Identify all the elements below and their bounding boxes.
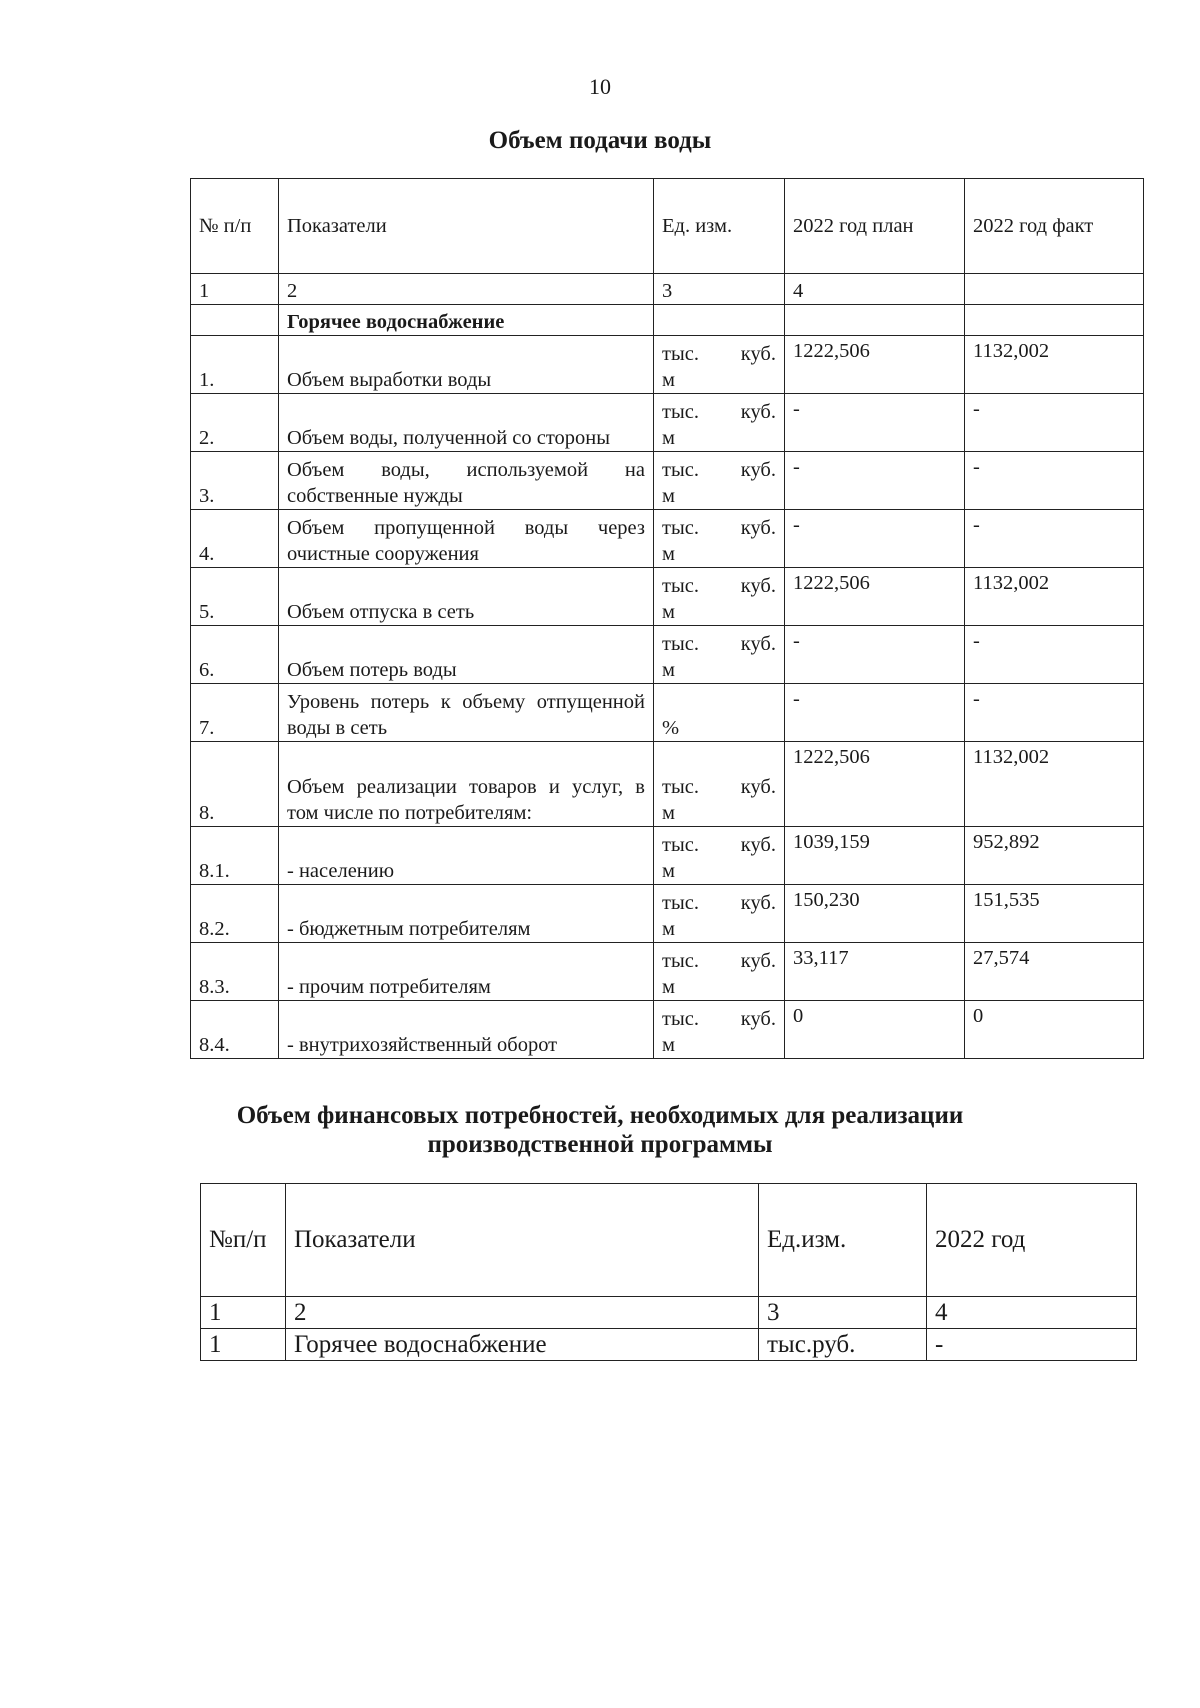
row-fact-value: 952,892	[965, 827, 1144, 885]
financial-needs-table	[200, 1183, 1137, 1361]
financial-needs-title-line-1: Объем финансовых потребностей, необходимых для реализации	[236, 1102, 964, 1129]
row-unit: тыс. куб. м	[654, 742, 785, 827]
row-indicator: Горячее водоснабжение	[286, 1329, 759, 1361]
page-number: 10	[589, 74, 611, 99]
row-fact-value: -	[965, 626, 1144, 684]
row-number: 8.4.	[191, 1001, 279, 1059]
header-cell-number: № п/п	[191, 179, 279, 274]
water-supply-title: Объем подачи воды	[488, 127, 712, 154]
row-number: 3.	[191, 452, 279, 510]
row-plan-value: -	[785, 626, 965, 684]
table-row	[191, 943, 1144, 1001]
row-plan-value: 1222,506	[785, 742, 965, 827]
row-indicator: Объем воды, используемой на собственные нужды	[279, 452, 654, 510]
row-fact-value: -	[965, 684, 1144, 742]
row-indicator: - бюджетным потребителям	[279, 885, 654, 943]
row-number: 6.	[191, 626, 279, 684]
row-fact-value: -	[965, 510, 1144, 568]
row-value: -	[927, 1329, 1137, 1361]
row-fact-value: 27,574	[965, 943, 1144, 1001]
row-fact-value: 1132,002	[965, 742, 1144, 827]
row-unit: тыс. куб. м	[654, 885, 785, 943]
table-row	[191, 742, 1144, 827]
row-indicator: Объем воды, полученной со стороны	[279, 394, 654, 452]
row-indicator: Объем потерь воды	[279, 626, 654, 684]
numbering-cell	[965, 274, 1144, 305]
row-plan-value: -	[785, 452, 965, 510]
row-plan-value: 1222,506	[785, 336, 965, 394]
row-number: 5.	[191, 568, 279, 626]
row-indicator: Объем пропущенной воды через очистные сооружения	[279, 510, 654, 568]
row-fact-value: 1132,002	[965, 336, 1144, 394]
table-row	[191, 885, 1144, 943]
header-cell-plan: 2022 год план	[785, 179, 965, 274]
table-row	[191, 394, 1144, 452]
numbering-cell: 2	[286, 1297, 759, 1329]
row-number: 4.	[191, 510, 279, 568]
water-supply-table	[190, 178, 1144, 1059]
table-row	[191, 452, 1144, 510]
row-unit: тыс. куб. м	[654, 626, 785, 684]
row-indicator: Объем выработки воды	[279, 336, 654, 394]
numbering-cell: 4	[927, 1297, 1137, 1329]
table-row	[191, 1001, 1144, 1059]
numbering-cell: 1	[201, 1297, 286, 1329]
row-fact-value: -	[965, 452, 1144, 510]
table-header-row	[191, 179, 1144, 274]
column-numbering-row	[201, 1297, 1137, 1329]
header-cell-fact: 2022 год факт	[965, 179, 1144, 274]
row-plan-value: -	[785, 510, 965, 568]
row-plan-value: 0	[785, 1001, 965, 1059]
row-fact-value: 1132,002	[965, 568, 1144, 626]
row-indicator: Объем реализации товаров и услуг, в том числе по потребителям:	[279, 742, 654, 827]
row-unit: тыс. куб. м	[654, 452, 785, 510]
section-title: Горячее водоснабжение	[279, 305, 654, 336]
table-row	[191, 510, 1144, 568]
row-number: 7.	[191, 684, 279, 742]
numbering-cell: 3	[759, 1297, 927, 1329]
row-unit: тыс. куб. м	[654, 568, 785, 626]
row-plan-value: 33,117	[785, 943, 965, 1001]
row-unit: тыс. куб. м	[654, 336, 785, 394]
table-header-row	[201, 1184, 1137, 1297]
column-numbering-row	[191, 274, 1144, 305]
row-fact-value: -	[965, 394, 1144, 452]
row-fact-value: 0	[965, 1001, 1144, 1059]
table-row	[191, 336, 1144, 394]
numbering-cell: 4	[785, 274, 965, 305]
row-unit: тыс.руб.	[759, 1329, 927, 1361]
row-indicator: - населению	[279, 827, 654, 885]
header-cell-number: №п/п	[201, 1184, 286, 1297]
row-unit: тыс. куб. м	[654, 1001, 785, 1059]
row-plan-value: 150,230	[785, 885, 965, 943]
row-indicator: - внутрихозяйственный оборот	[279, 1001, 654, 1059]
table-row	[191, 626, 1144, 684]
section-row	[191, 305, 1144, 336]
row-number: 2.	[191, 394, 279, 452]
row-number: 8.2.	[191, 885, 279, 943]
row-number: 1	[201, 1329, 286, 1361]
numbering-cell: 2	[279, 274, 654, 305]
row-number: 8.	[191, 742, 279, 827]
row-unit: тыс. куб. м	[654, 827, 785, 885]
financial-needs-title	[0, 1101, 1200, 1159]
financial-needs-title-line-2: производственной программы	[427, 1131, 773, 1158]
row-number: 1.	[191, 336, 279, 394]
row-unit: тыс. куб. м	[654, 394, 785, 452]
numbering-cell: 3	[654, 274, 785, 305]
row-unit: %	[654, 684, 785, 742]
row-unit: тыс. куб. м	[654, 943, 785, 1001]
row-indicator: - прочим потребителям	[279, 943, 654, 1001]
table-row	[191, 568, 1144, 626]
row-plan-value: -	[785, 684, 965, 742]
numbering-cell: 1	[191, 274, 279, 305]
row-number: 8.3.	[191, 943, 279, 1001]
row-number: 8.1.	[191, 827, 279, 885]
row-plan-value: -	[785, 394, 965, 452]
row-indicator: Уровень потерь к объему отпущенной воды в сеть	[279, 684, 654, 742]
row-fact-value: 151,535	[965, 885, 1144, 943]
header-cell-indicator: Показатели	[279, 179, 654, 274]
header-cell-unit: Ед. изм.	[654, 179, 785, 274]
row-indicator: Объем отпуска в сеть	[279, 568, 654, 626]
table-row	[191, 684, 1144, 742]
header-cell-unit: Ед.изм.	[759, 1184, 927, 1297]
row-plan-value: 1222,506	[785, 568, 965, 626]
row-plan-value: 1039,159	[785, 827, 965, 885]
header-cell-indicator: Показатели	[286, 1184, 759, 1297]
header-cell-year: 2022 год	[927, 1184, 1137, 1297]
table-row	[201, 1329, 1137, 1361]
row-unit: тыс. куб. м	[654, 510, 785, 568]
table-row	[191, 827, 1144, 885]
